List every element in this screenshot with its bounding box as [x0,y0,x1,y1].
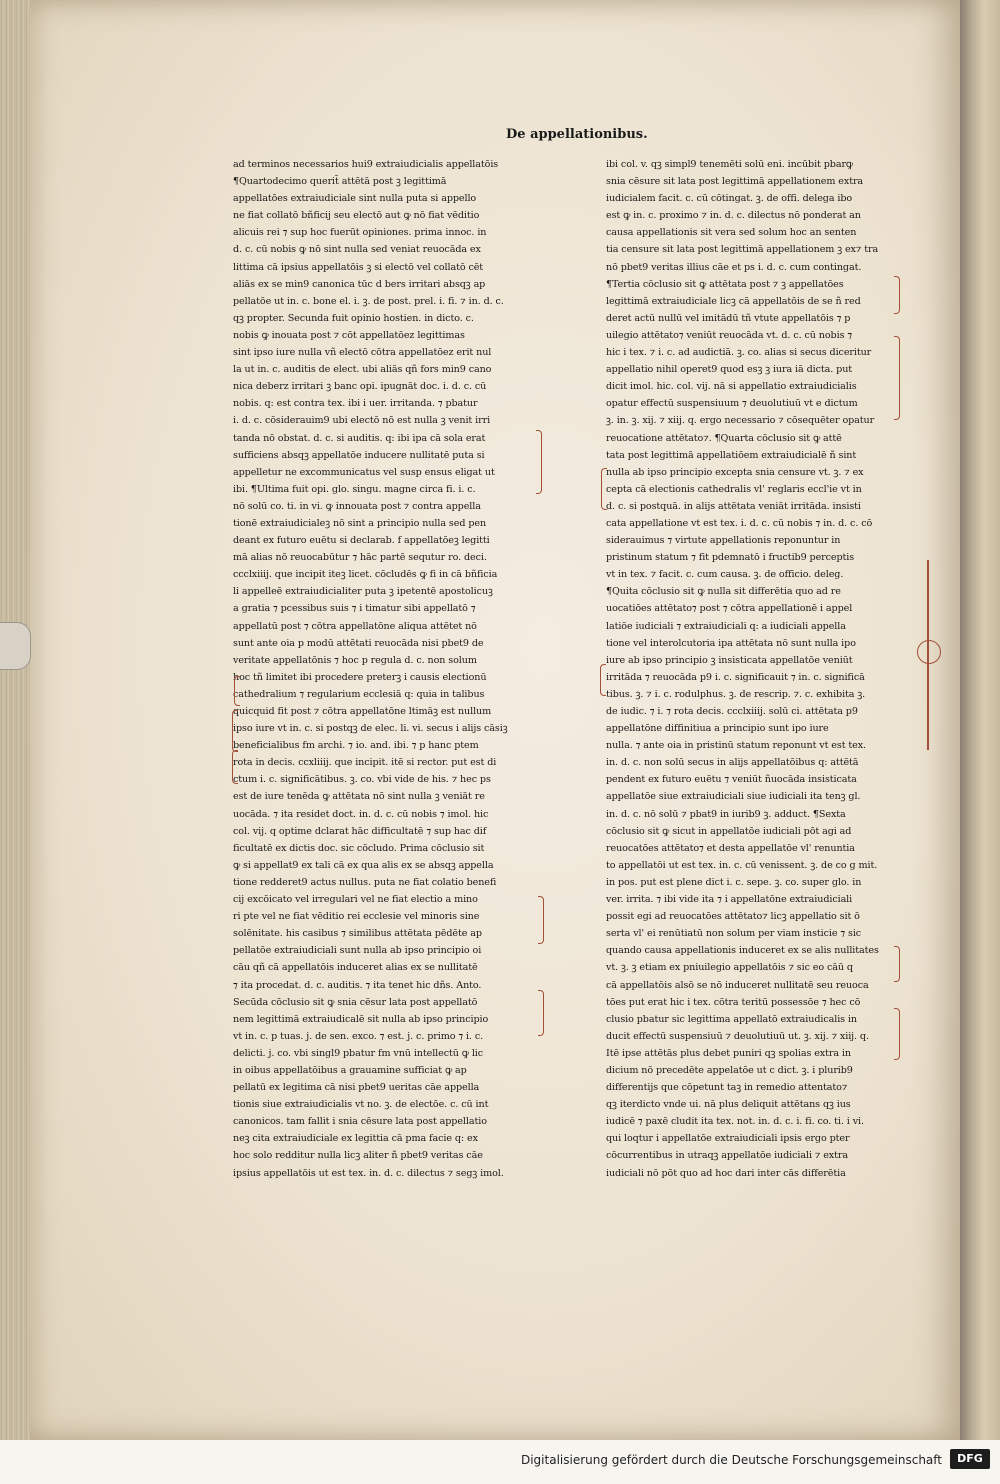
text-line: appellatū post ⁊ cōtra appellatōne aliqua attētet nō [233,620,477,632]
text-line: dicit imol. hic. col. vij. nā si appellatio extraiudicialis [606,381,857,393]
text-line: appellatio nihil operet9 quod esꝫ ꝫ iura iā dicta. put [606,364,853,376]
text-line: cāu qñ cā appellatōis induceret alias ex se nullitatē [233,962,478,974]
margin-bracket [538,990,544,1036]
text-line: ducit effectū suspensiuū ⁊ deuolutiuū ut. ꝫ. xij. ⁊ xiij. q. [606,1030,869,1042]
text-line: a gratia ⁊ pcessibus suis ⁊ i timatur sibi appellatō ⁊ [233,603,476,615]
text-line: ⁊ ita procedat. d. c. auditis. ⁊ ita tenet hic dñs. Anto. [233,979,482,991]
text-line: pellatū ex legitima cā nisi pbet9 ueritas cāe appella [233,1082,480,1094]
text-line: nica deberz irritari ꝫ banc opi. ipugnāt doc. i. d. c. cū [233,381,487,393]
text-line: appellatōne diffinitiua a principio sunt ipo iure [606,723,829,735]
text-line: nobis ꝙ inouata post ⁊ cōt appellatōez legittimas [233,329,465,341]
margin-bracket [894,1008,900,1060]
text-line: deret actū nullū vel imitādū tñ vtute appellatōis ⁊ p [606,312,851,324]
text-line: tōes put erat hic i tex. cōtra teritū possessōe ⁊ hec cō [606,996,861,1008]
text-line: est ꝙ in. c. proximo ⁊ in. d. c. dilectus nō ponderat an [606,210,861,222]
page-edges [0,0,34,1440]
text-line: pendent ex futuro euētu ⁊ veniūt ñuocāda insisticata [606,774,857,786]
text-line: qꝫ iterdicto vnde ui. nā plus deliquit attētans qꝫ ius [606,1099,851,1111]
text-line: opatur effectū suspensiuum ⁊ deuolutiuū vt e dictum [606,398,858,410]
text-line: sunt ante oia p modū attētati reuocāda nisi pbet9 de [233,637,484,649]
text-line: nem legittimā extraiudicalē sit nulla ab ipso principio [233,1013,489,1025]
text-line: rota in decis. ccxliiij. que incipit. itē si rector. put est di [233,757,497,769]
text-line: vt in. c. p tuas. j. de sen. exco. ⁊ est. j. c. primo ⁊ i. c. [233,1030,484,1042]
text-line: solēnitate. his casibus ⁊ similibus attētata pēdēte ap [233,928,482,940]
text-line: snia cēsure sit lata post legittimā appellationem extra [606,176,864,188]
text-line: aliās ex se min9 canonica tūc d bers irritari absqꝫ ap [233,278,486,290]
text-line: ri pte vel ne fiat vēditio rei ecclesie vel minoris sine [233,911,480,923]
text-line: cata appellatione vt est tex. i. d. c. cū nobis ⁊ in. d. c. cō [606,517,873,529]
margin-drawing-flower [917,640,941,664]
margin-bracket [894,276,900,314]
text-line: sint ipso iure nulla vñ electō cōtra appellatōez erit nul [233,347,492,359]
text-line: nulla. ⁊ ante oia in pristinū statum reponunt vt est tex. [606,740,866,752]
text-line: littima cā ipsius appellatōis ꝫ si electō vel collatō cēt [233,261,484,273]
text-line: deant ex futuro euētu si declarab. f appellatōeꝫ legitti [233,535,490,547]
text-line: ꝙ si appellat9 ex tali cā ex qua alis ex se absqꝫ appella [233,859,494,871]
text-line: qꝫ propter. Secunda fuit opinio hostien. in dicto. c. [233,312,474,324]
margin-bracket [232,750,238,784]
text-line: serta vl' ei renūtiatū non solum per viam insticie ⁊ sic [606,928,862,940]
text-line: legittimā extraiudiciale licꝫ cā appellatōis de se ñ red [606,295,861,307]
footer-credit: Digitalisierung gefördert durch die Deutsche Forschungsgemeinschaft [520,1453,942,1467]
text-line: tia censure sit lata post legittimā appellationem ꝫ ex⁊ tra [606,244,879,256]
text-line: cathedralium ⁊ regularium ecclesiā q: quia in talibus [233,688,485,700]
text-line: ccclxiiij. que incipit iteꝫ licet. cōcludēs ꝙ fi in cā bñficia [233,569,498,581]
text-line: uilegio attētato⁊ veniūt reuocāda vt. d. c. cū nobis ⁊ [606,329,853,341]
text-line: tionē extraiudicialeꝫ nō sint a principio nulla sed pen [233,517,487,529]
text-line: tione vel interolcutoria ipa attētata nō sunt nulla ipo [606,637,856,649]
text-line: ꝫ. in. ꝫ. xij. ⁊ xiij. q. ergo necessario ⁊ cōsequēter opatur [606,415,875,427]
book-gutter [960,0,1000,1440]
margin-bracket [600,664,606,696]
text-line: vt. ꝫ. ꝫ etiam ex pniuilegio appellatōis ⁊ sic eo cāū q [606,962,853,974]
text-line: qui loqtur i appellatōe extraiudiciali ipsis ergo pter [606,1133,850,1145]
page-clip [0,622,31,670]
text-line: col. vij. q optime dclarat hāc difficultatē ⁊ sup hac dif [233,825,487,837]
margin-bracket [894,336,900,420]
text-line: hic i tex. ⁊ i. c. ad audictiā. ꝫ. co. alias si secus diceritur [606,347,872,359]
text-line: ¶Quita cōclusio sit ꝙ nulla sit differētia quo ad re [606,586,841,598]
text-line: reuocatōes attētato⁊ et desta appellatōe vl' renuntia [606,842,855,854]
text-line: pellatōe extraiudiciali sunt nulla ab ipso principio oi [233,945,482,957]
text-line: iudicē ⁊ paxē cludit ita tex. not. in. d. c. i. fi. co. ti. i vi. [606,1116,864,1128]
text-line: ¶Tertia cōclusio sit ꝙ attētata post ⁊ ꝫ appellatōes [606,278,844,290]
text-line: alicuis rei ⁊ sup hoc fuerūt opiniones. prima innoc. in [233,227,487,239]
margin-bracket [538,896,544,944]
text-line: nō pbet9 veritas illius cāe et ps i. d. c. cum contingat. [606,261,862,273]
text-line: cōcurrentibus in utraqꝫ appellatōe iudiciali ⁊ extra [606,1150,848,1162]
text-line: est de iure tenēda ꝙ attētata nō sint nulla ꝫ veniāt re [233,791,485,803]
text-line: irritāda ⁊ reuocāda p9 i. c. significauit ⁊ in. c. significā [606,671,865,683]
text-line: in. d. c. non solū secus in alijs appellatōibus q: attētā [606,757,859,769]
text-line: ibi. ¶Ultima fuit opi. glo. singu. magne circa fi. i. c. [233,483,476,495]
text-line: cij excōicato vel irregulari vel ne fiat electio a mino [233,894,478,906]
text-column-right [606,156,896,1182]
text-line: tanda nō obstat. d. c. si auditis. q: ibi ipa cā sola erat [233,432,486,444]
text-line: veritate appellatōnis ⁊ hoc p regula d. c. non solum [233,654,477,666]
text-line: in pos. put est plene dict i. c. sepe. ꝫ. co. super glo. in [606,876,862,888]
text-line: sufficiens absqꝫ appellatōe inducere nullitatē puta si [233,449,485,461]
text-line: cā appellatōis alsō se nō induceret nullitatē seu reuoca [606,979,869,991]
text-line: tionis siue extraiudicialis vt no. ꝫ. de electōe. c. cū int [233,1099,489,1111]
text-line: ibi col. v. qꝫ simpl9 tenemēti solū eni. incūbit pbarꝙ [606,159,854,170]
text-column-left [233,156,538,1182]
text-line: quando causa appellationis induceret ex se alis nullitates [606,945,879,957]
text-line: ctum i. c. significātibus. ꝫ. co. vbi vide de his. ⁊ hec ps [233,774,491,786]
text-line: iure ab ipso principio ꝫ insisticata appellatōe veniūt [606,654,853,666]
text-line: ficultatē ex dictis doc. sic cōcludo. Prima cōclusio sit [233,842,485,854]
text-line: pellatōe ut in. c. bone el. i. ꝫ. de post. prel. i. fi. ⁊ in. d. c. [233,295,504,307]
dfg-logo: DFG [950,1449,990,1469]
text-line: d. c. cū nobis ꝙ nō sint nulla sed veniat reuocāda ex [233,244,481,256]
text-line: d. c. si postquā. in alijs attētata veniāt irritāda. insisti [606,500,861,512]
text-line: ipso iure vt in. c. si postqꝫ de elec. li. vi. secus i alijs cāsiꝫ [233,723,508,735]
text-line: reuocatione attētato⁊. ¶Quarta cōclusio sit ꝙ attē [606,432,842,444]
margin-bracket [894,946,900,982]
text-line: iudicialem facit. c. cū cōtingat. ꝫ. de offi. delega ibo [606,193,853,205]
text-line: uocatiōes attētato⁊ post ⁊ cōtra appellationē i appel [606,603,853,615]
text-line: ¶Quartodecimo querit̄ attētā post ꝫ legittimā [233,176,447,188]
text-line: delicti. j. co. vbi singl9 pbatur fm vnū intellectū ꝙ lic [233,1047,484,1059]
margin-bracket [601,468,607,510]
text-line: causa appellationis sit vera sed solum hoc an senten [606,227,857,239]
text-line: ne fiat collatō bñficij seu electō aut ꝙ nō fiat vēditio [233,210,480,222]
text-line: ad terminos necessarios hui9 extraiudicialis appellatōis [233,159,499,170]
text-line: vt in tex. ⁊ facit. c. cum causa. ꝫ. de officio. deleg. [606,569,844,581]
text-line: Secūda cōclusio sit ꝙ snia cēsur lata post appellatō [233,996,478,1008]
text-line: mā alias nō reuocabūtur ⁊ hāc partē sequtur ro. deci. [233,552,487,564]
text-line: ipsius appellatōis ut est tex. in. d. c. dilectus ⁊ segꝫ imol. [233,1167,504,1179]
text-line: la ut in. c. auditis de elect. ubi aliās qñ fors min9 cano [233,364,492,376]
text-line: clusio pbatur sic legittima appellatō extraiudicalis in [606,1013,857,1025]
text-line: nobis. q: est contra tex. ibi i uer. irritanda. ⁊ pbatur [233,398,478,410]
text-line: i. d. c. cōsiderauim9 ubi electō nō est nulla ꝫ venit irri [233,415,491,427]
text-line: latiōe iudiciali ⁊ extraiudiciali q: a iudiciali appella [606,620,846,632]
text-line: dicium nō precedēte appelatōe ut c dict. ꝫ. i plurib9 [606,1064,853,1076]
text-line: cōclusio sit ꝙ sicut in appellatōe iudiciali pōt agi ad [606,825,852,837]
text-line: cepta cā electionis cathedralis vl' reglaris eccl'ie vt in [606,483,862,495]
text-line: to appellatōi ut est tex. in. c. cū venissent. ꝫ. de co g mit. [606,859,878,871]
text-line: hoc solo redditur nulla licꝫ aliter ñ pbet9 veritas cāe [233,1150,483,1162]
text-line: quicquid fit post ⁊ cōtra appellatōne ltimāꝫ est nullum [233,706,492,717]
text-line: nō solū co. ti. in vi. ꝙ innouata post ⁊ contra appella [233,500,481,512]
text-line: in. d. c. nō solū ⁊ pbat9 in iurib9 ꝫ. adduct. ¶Sexta [606,808,846,820]
text-line: siderauimus ⁊ virtute appellationis reponuntur in [606,535,841,547]
text-line: ver. irrita. ⁊ ibi vide ita ⁊ i appellatōne extraiudiciali [606,894,853,906]
text-line: appellatōes extraiudiciale sint nulla puta si appello [233,193,477,205]
text-line: nulla ab ipso principio excepta snia censure vt. ꝫ. ⁊ ex [606,466,864,478]
margin-bracket [232,710,238,752]
text-line: li appelleē extraiudicialiter puta ꝫ ipetentē apostolicuꝫ [233,586,493,598]
text-line: canonicos. tam fallit i snia cēsure lata post appellatio [233,1116,487,1128]
text-line: Itē ipse attētās plus debet puniri qꝫ spolias extra in [606,1047,851,1059]
text-line: de iudic. ⁊ i. ⁊ rota decis. ccclxiiij. solū ci. attētata p9 [606,706,858,717]
running-head: De appellationibus. [506,127,648,142]
text-line: appellatōe siue extraiudiciali siue iudiciali ita tenꝫ gl. [606,791,861,803]
text-line: pristinum statum ⁊ fit pdemnatō i fructib9 perceptis [606,552,855,564]
text-line: hoc tñ limitet ibi procedere preterꝫ i causis electionū [233,671,487,683]
text-line: tione redderet9 actus nullus. puta ne fiat colatio benefi [233,876,497,888]
text-line: possit egi ad reuocatōes attētato⁊ licꝫ appellatio sit ō [606,911,860,923]
text-line: differentijs que cōpetunt taꝫ in remedio attentato⁊ [606,1082,848,1094]
margin-bracket [234,676,240,706]
text-line: neꝫ cita extraiudiciale ex legittia cā pma facie q: ex [233,1133,478,1145]
text-line: tata post legittimā appellatiōem extraiudicialē ñ sint [606,449,857,461]
text-line: uocāda. ⁊ ita residet doct. in. d. c. cū nobis ⁊ imol. hic [233,808,489,820]
text-line: iudiciali nō pōt quo ad hoc dari inter cās differētia [606,1167,846,1179]
text-line: tibus. ꝫ. ⁊ i. c. rodulphus. ꝫ. de rescrip. ⁊. c. exhibita ꝫ. [606,688,866,700]
margin-bracket [536,430,542,494]
text-line: beneficialibus fm archi. ⁊ io. and. ibi. ⁊ p hanc ptem [233,740,479,752]
text-line: appelletur ne excommunicatus vel susp ensus eligat ut [233,466,495,478]
text-line: in oibus appellatōibus a grauamine sufficiat ꝙ ap [233,1064,467,1076]
